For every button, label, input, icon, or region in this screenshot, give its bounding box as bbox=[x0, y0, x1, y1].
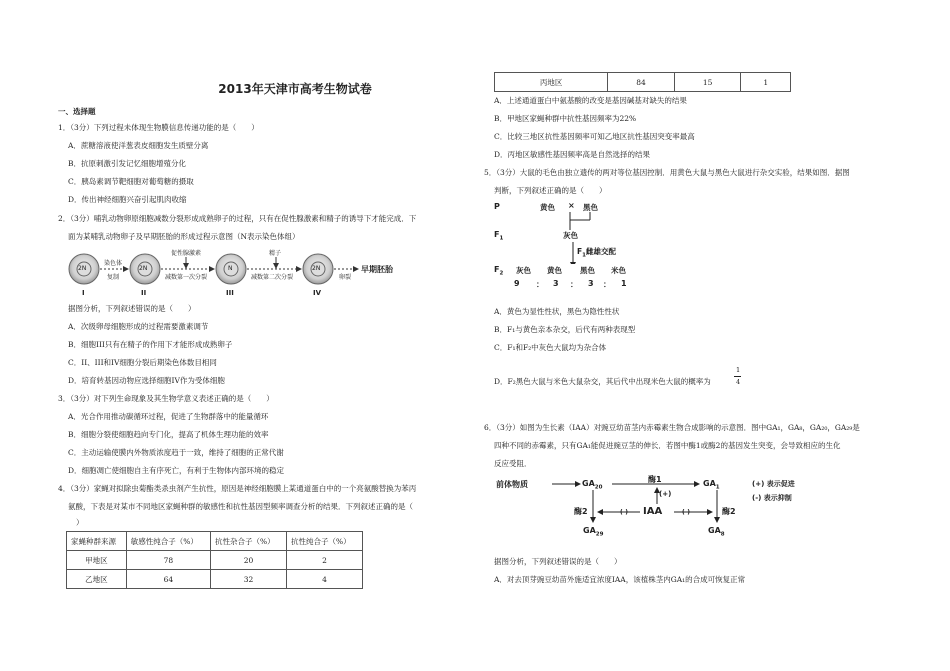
q5-option-a: A．黄色为显性性状，黑色为隐性性状 bbox=[494, 307, 620, 316]
precursor-label: 前体物质 bbox=[496, 480, 528, 489]
legend-promote: (+) 表示促进 bbox=[752, 480, 795, 488]
q1-option-b: B．抗原刺激引发记忆细胞增殖分化 bbox=[68, 159, 187, 168]
table-cell: 1 bbox=[741, 73, 791, 92]
table-cell: 84 bbox=[608, 73, 675, 92]
f1-gray: 灰色 bbox=[563, 231, 578, 240]
q5-stem-line2: 判断，下列叙述正确的是（ ） bbox=[494, 186, 607, 195]
q2-option-b: B．细胞III只有在精子的作用下才能形成成熟卵子 bbox=[68, 340, 233, 349]
ratio-sep: ： bbox=[536, 280, 544, 289]
q1-option-a: A．蔗糖溶液使洋葱表皮细胞发生质壁分离 bbox=[68, 141, 209, 150]
section-heading: 一、选择题 bbox=[58, 107, 96, 116]
q1-option-d: D．传出神经细胞兴奋引起肌肉收缩 bbox=[68, 195, 187, 204]
roman-i: I bbox=[82, 289, 85, 297]
meiosis-2-label: 减数第二次分裂 bbox=[251, 274, 294, 281]
q6-option-a: A．对去顶芽豌豆幼苗外施适宜浓度IAA，该植株茎内GA₁的合成可恢复正常 bbox=[494, 575, 746, 584]
ratio-sep: ： bbox=[570, 280, 578, 289]
cross-sign: × bbox=[568, 201, 575, 210]
ga20-label: $GA_{20}$ bbox=[582, 479, 603, 491]
iaa-label: IAA bbox=[643, 506, 663, 517]
q1-option-c: C．胰岛素调节靶细胞对葡萄糖的摄取 bbox=[68, 177, 194, 186]
q4-option-b: B．甲地区家蝇种群中抗性基因频率为22% bbox=[494, 114, 637, 123]
meiosis-1-label: 减数第一次分裂 bbox=[165, 274, 208, 281]
q1-stem: 1．（3分）下列过程未体现生物膜信息传递功能的是（ ） bbox=[58, 123, 259, 132]
enzyme1-label: 酶1 bbox=[648, 475, 662, 484]
q6-stem-line2: 四种不同的赤霉素，只有GA₁能促进豌豆茎的伸长．若图中酶1或酶2的基因发生突变，会导致相应的生化 bbox=[494, 441, 841, 450]
table-cell: 乙地区 bbox=[67, 570, 127, 589]
q4-table bbox=[66, 531, 363, 589]
ga29-label: $GA_{29}$ bbox=[583, 526, 604, 538]
ratio-sep: ： bbox=[603, 280, 611, 289]
q2-option-a: A．次级卵母细胞形成的过程需要激素调节 bbox=[68, 322, 209, 331]
table-header-cell: 抗性杂合子（%） bbox=[211, 532, 287, 551]
q2-option-c: C．II、III和IV细胞分裂后期染色体数目相同 bbox=[68, 358, 217, 367]
ratio-1: 1 bbox=[621, 279, 627, 288]
parent-black: 黑色 bbox=[583, 203, 598, 212]
f1-intercross-label: $F_1$雌雄交配 bbox=[577, 247, 616, 259]
ratio-3a: 3 bbox=[553, 279, 559, 288]
table-cell: 15 bbox=[674, 73, 741, 92]
gen-p-label: P bbox=[494, 202, 500, 211]
gen-f2-label: $F_2$ bbox=[494, 265, 504, 277]
table-cell: 4 bbox=[287, 570, 363, 589]
table-cell: 32 bbox=[211, 570, 287, 589]
q2-prompt: 据图分析，下列叙述错误的是（ ） bbox=[68, 304, 196, 313]
q3-option-c: C．主动运输使膜内外物质浓度趋于一致，维持了细胞的正常代谢 bbox=[68, 448, 284, 457]
q5-stem-line1: 5．（3分）大鼠的毛色由独立遗传的两对等位基因控制．用黄色大鼠与黑色大鼠进行杂交实验，结果如图．据图 bbox=[484, 168, 850, 177]
q4-option-a: A．上述通道蛋白中氨基酸的改变是基因碱基对缺失的结果 bbox=[494, 96, 687, 105]
inhibit-sign-left: (-) bbox=[620, 509, 628, 516]
ratio-3b: 3 bbox=[588, 279, 594, 288]
hormone-label: 促性腺激素 bbox=[171, 250, 202, 257]
cell-i-label: 2N bbox=[78, 265, 87, 272]
page-title: 2013年天津市高考生物试卷 bbox=[218, 82, 372, 96]
fraction-numerator: 1 bbox=[736, 366, 741, 374]
q4-option-c: C．比较三地区抗性基因频率可知乙地区抗性基因突变率最高 bbox=[494, 132, 695, 141]
q3-option-a: A．光合作用推动碳循环过程，促进了生物群落中的能量循环 bbox=[68, 412, 269, 421]
table-cell: 丙地区 bbox=[495, 73, 608, 92]
q6-stem-line1: 6．（3分）如图为生长素（IAA）对豌豆幼苗茎内赤霉素生物合成影响的示意图．图中GA₁，GA₈，GA₂₀，GA₂₉是 bbox=[484, 423, 860, 432]
q5-option-d: D．F₂黑色大鼠与米色大鼠杂交，其后代中出现米色大鼠的概率为 bbox=[494, 377, 711, 386]
table-cell: 2 bbox=[287, 551, 363, 570]
q4-option-d: D．丙地区敏感性基因频率高是自然选择的结果 bbox=[494, 150, 651, 159]
ga8-label: $GA_8$ bbox=[708, 526, 725, 538]
q2-stem-line1: 2．（3分）哺乳动物卵原细胞减数分裂形成成熟卵子的过程，只有在促性腺激素和精子的诱导下才能完成．下 bbox=[58, 214, 417, 223]
table-cell: 20 bbox=[211, 551, 287, 570]
replication-label: 复制 bbox=[107, 274, 120, 281]
enzyme2-left-label: 酶2 bbox=[574, 507, 588, 516]
gen-f1-label: $F_1$ bbox=[494, 230, 504, 242]
table-cell: 甲地区 bbox=[67, 551, 127, 570]
table-header-row bbox=[67, 532, 363, 551]
q4-stem-line3: ） bbox=[76, 518, 84, 527]
table-row bbox=[495, 73, 791, 92]
q6-stem-line3: 反应受阻． bbox=[494, 459, 532, 468]
cell-ii-label: 2N bbox=[139, 265, 148, 272]
parent-yellow: 黄色 bbox=[540, 203, 555, 212]
table-cell: 78 bbox=[126, 551, 210, 570]
q6-prompt: 据图分析，下列叙述错误的是（ ） bbox=[494, 557, 622, 566]
table-header-cell: 敏感性纯合子（%） bbox=[126, 532, 210, 551]
q3-option-d: D．细胞凋亡使细胞自主有序死亡，有利于生物体内部环境的稳定 bbox=[68, 466, 285, 475]
legend-inhibit: (-) 表示抑制 bbox=[752, 494, 792, 502]
q4-table-continued bbox=[494, 72, 791, 92]
q2-option-d: D．培育转基因动物应选择细胞IV作为受体细胞 bbox=[68, 376, 225, 385]
q6-pathway-lines bbox=[494, 474, 784, 544]
f2-cream: 米色 bbox=[611, 266, 626, 275]
q4-stem-line2: 氨酸，下表是对某市不同地区家蝇种群的敏感性和抗性基因型频率调查分析的结果．下列叙述正确的是（ bbox=[68, 502, 413, 511]
f2-yellow: 黄色 bbox=[547, 266, 562, 275]
chromosome-label: 染色体 bbox=[104, 260, 123, 267]
promote-sign: (+) bbox=[659, 490, 672, 498]
cleavage-label: 卵裂 bbox=[339, 274, 352, 281]
f2-gray: 灰色 bbox=[516, 266, 531, 275]
inhibit-sign-right: (-) bbox=[682, 509, 690, 516]
sperm-label: 精子 bbox=[269, 250, 282, 257]
ga1-label: $GA_1$ bbox=[703, 479, 720, 491]
early-embryo-label: 早期胚胎 bbox=[361, 265, 393, 274]
ratio-9: 9 bbox=[514, 279, 520, 288]
table-header-cell: 家蝇种群来源 bbox=[67, 532, 127, 551]
table-row bbox=[67, 551, 363, 570]
q3-option-b: B．细胞分裂使细胞趋向专门化，提高了机体生理功能的效率 bbox=[68, 430, 269, 439]
enzyme2-right-label: 酶2 bbox=[722, 507, 736, 516]
roman-iv: IV bbox=[313, 289, 322, 297]
table-row bbox=[67, 570, 363, 589]
table-cell: 64 bbox=[126, 570, 210, 589]
roman-ii: II bbox=[141, 289, 147, 297]
fraction-denominator: 4 bbox=[736, 378, 741, 386]
q5-cross-lines bbox=[555, 212, 595, 264]
f2-black: 黑色 bbox=[580, 266, 595, 275]
q5-option-b: B．F₁与黄色亲本杂交，后代有两种表现型 bbox=[494, 325, 636, 334]
table-header-cell: 抗性纯合子（%） bbox=[287, 532, 363, 551]
cell-iii-label: N bbox=[228, 265, 233, 272]
q2-stem-line2: 面为某哺乳动物卵子及早期胚胎的形成过程示意图（N表示染色体组） bbox=[68, 232, 300, 241]
cell-iv-label: 2N bbox=[312, 265, 321, 272]
q3-stem: 3．（3分）对下列生命现象及其生物学意义表述正确的是（ ） bbox=[58, 394, 274, 403]
roman-iii: III bbox=[226, 289, 234, 297]
q4-stem-line1: 4．（3分）家蝇对拟除虫菊酯类杀虫剂产生抗性，原因是神经细胞膜上某通道蛋白中的一个亮氨酸替换为苯丙 bbox=[58, 484, 417, 493]
q5-option-c: C．F₁和F₂中灰色大鼠均为杂合体 bbox=[494, 343, 607, 352]
